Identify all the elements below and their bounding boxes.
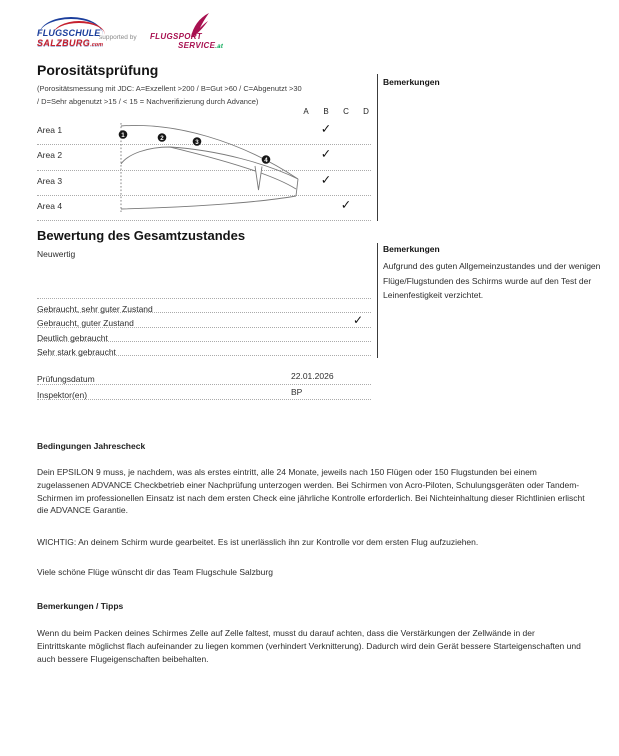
assessment-remarks xyxy=(383,244,614,303)
check-icon: ✓ xyxy=(320,121,332,136)
condition-label: Gebraucht, guter Zustand xyxy=(37,318,134,329)
remarks-text: Aufgrund des guten Allgemeinzustandes und der wenigen Flüge/Flugstunden des Schirms wurde auf den Test der Leinenfestigkeit verzichtet. xyxy=(383,261,601,300)
condition-label: Sehr stark gebraucht xyxy=(37,346,116,357)
conditions-paragraph: Dein EPSILON 9 muss, je nachdem, was als erstes eintritt, alle 24 Monate, jeweils nach 150 Flügen oder 150 Flugstunden bei einem zugelassenen ADVANCE Checkbetrieb einer Nachprüfung unterzogen werden. Bei Schirmen von Acro-Piloten, Schulungsgeräten oder Tandem-Schirmen im professionellen Einsatz ist nach dem ersten Check eine jährliche Kontrolle erforderlich. Bei Nichteinhaltung dieser Richtlinien erlischt die ADVANCE Garantie. xyxy=(37,467,585,516)
meta-label: Inspektor(en) xyxy=(37,389,88,400)
assessment-table xyxy=(37,244,371,356)
logo-text-flugsport: FLUGSPORT xyxy=(150,32,202,41)
check-icon: ✓ xyxy=(320,146,332,162)
assessment-heading: Bewertung des Gesamtzustandes xyxy=(37,228,246,243)
condition-label: Deutlich gebraucht xyxy=(37,332,108,343)
table-row xyxy=(37,244,371,299)
supported-by-label: supported by xyxy=(99,34,137,41)
wing-diagram xyxy=(114,119,304,216)
marker-3: 3 xyxy=(195,138,199,146)
table-row xyxy=(37,342,371,356)
column-header-b: B xyxy=(323,107,329,116)
conditions-heading: Bedingungen Jahrescheck xyxy=(37,441,146,451)
area-label: Area 2 xyxy=(37,150,63,161)
table-row xyxy=(37,299,371,313)
meta-table xyxy=(37,369,371,400)
remarks-heading: Bemerkungen xyxy=(383,244,440,254)
meta-label: Prüfungsdatum xyxy=(37,374,95,384)
important-note: WICHTIG: An deinem Schirm wurde gearbeitet. Es ist unerlässlich ihn zur Kontrolle vor dem ersten Flug aufzuziehen. xyxy=(37,537,479,547)
logo-text-com: .com xyxy=(90,42,104,48)
measurement-markers xyxy=(119,130,271,164)
logo-text-flugschule: FLUGSCHULE xyxy=(37,28,101,38)
table-row xyxy=(37,328,371,342)
condition-label: Gebraucht, sehr guter Zustand xyxy=(37,304,153,314)
column-header-c: C xyxy=(343,107,349,116)
marker-4: 4 xyxy=(264,156,268,164)
greeting-text: Viele schöne Flüge wünscht dir das Team Flugschule Salzburg xyxy=(37,567,273,577)
meta-row xyxy=(37,385,371,401)
logo-text-service xyxy=(178,41,223,50)
table-row xyxy=(37,313,371,327)
column-header-d: D xyxy=(363,107,369,116)
check-icon: ✓ xyxy=(320,171,332,187)
porosity-heading: Porositätsprüfung xyxy=(37,62,159,78)
remarks-heading: Bemerkungen xyxy=(383,77,440,87)
flugsport-service-logo xyxy=(147,13,239,51)
logo-text-at: .at xyxy=(215,44,224,50)
remarks-divider xyxy=(377,243,378,358)
marker-1: 1 xyxy=(121,131,125,139)
porosity-subtitle-line1: (Porositätsmessung mit JDC: A=Exzellent >200 / B=Gut >60 / C=Abgenutzt >30 xyxy=(37,84,302,93)
logo-text-salzburg xyxy=(37,38,103,48)
inspector-value: BP xyxy=(291,386,303,397)
area-label: Area 3 xyxy=(37,175,63,186)
area-label: Area 1 xyxy=(37,125,63,135)
tips-heading: Bemerkungen / Tipps xyxy=(37,601,124,611)
logo-text-service-word: SERVICE xyxy=(178,41,216,50)
check-icon: ✓ xyxy=(340,196,352,212)
remarks-divider xyxy=(377,74,378,221)
condition-label: Neuwertig xyxy=(37,249,76,259)
area-label: Area 4 xyxy=(37,200,63,211)
tips-paragraph: Wenn du beim Packen deines Schirmes Zelle auf Zelle faltest, musst du darauf achten, dass die Verstärkungen der Zellwände in der Eintrittskante möglichst flach aufeinander zu liegen kommen (verhindert Verknitterung). Dadurch wird dein Gerät bessere Starteigenschaften und auch bessere Flugeigenschaften beibehalten. xyxy=(37,628,581,664)
marker-2: 2 xyxy=(160,134,164,142)
meta-row xyxy=(37,369,371,385)
porosity-subtitle-line2: / D=Sehr abgenutzt >15 / < 15 = Nachverifizierung durch Advance) xyxy=(37,97,259,106)
check-icon: ✓ xyxy=(352,313,364,328)
column-header-a: A xyxy=(303,107,309,116)
inspection-date-value: 22.01.2026 xyxy=(291,371,334,381)
logo-text-salzburg-word: SALZBURG xyxy=(37,38,91,48)
